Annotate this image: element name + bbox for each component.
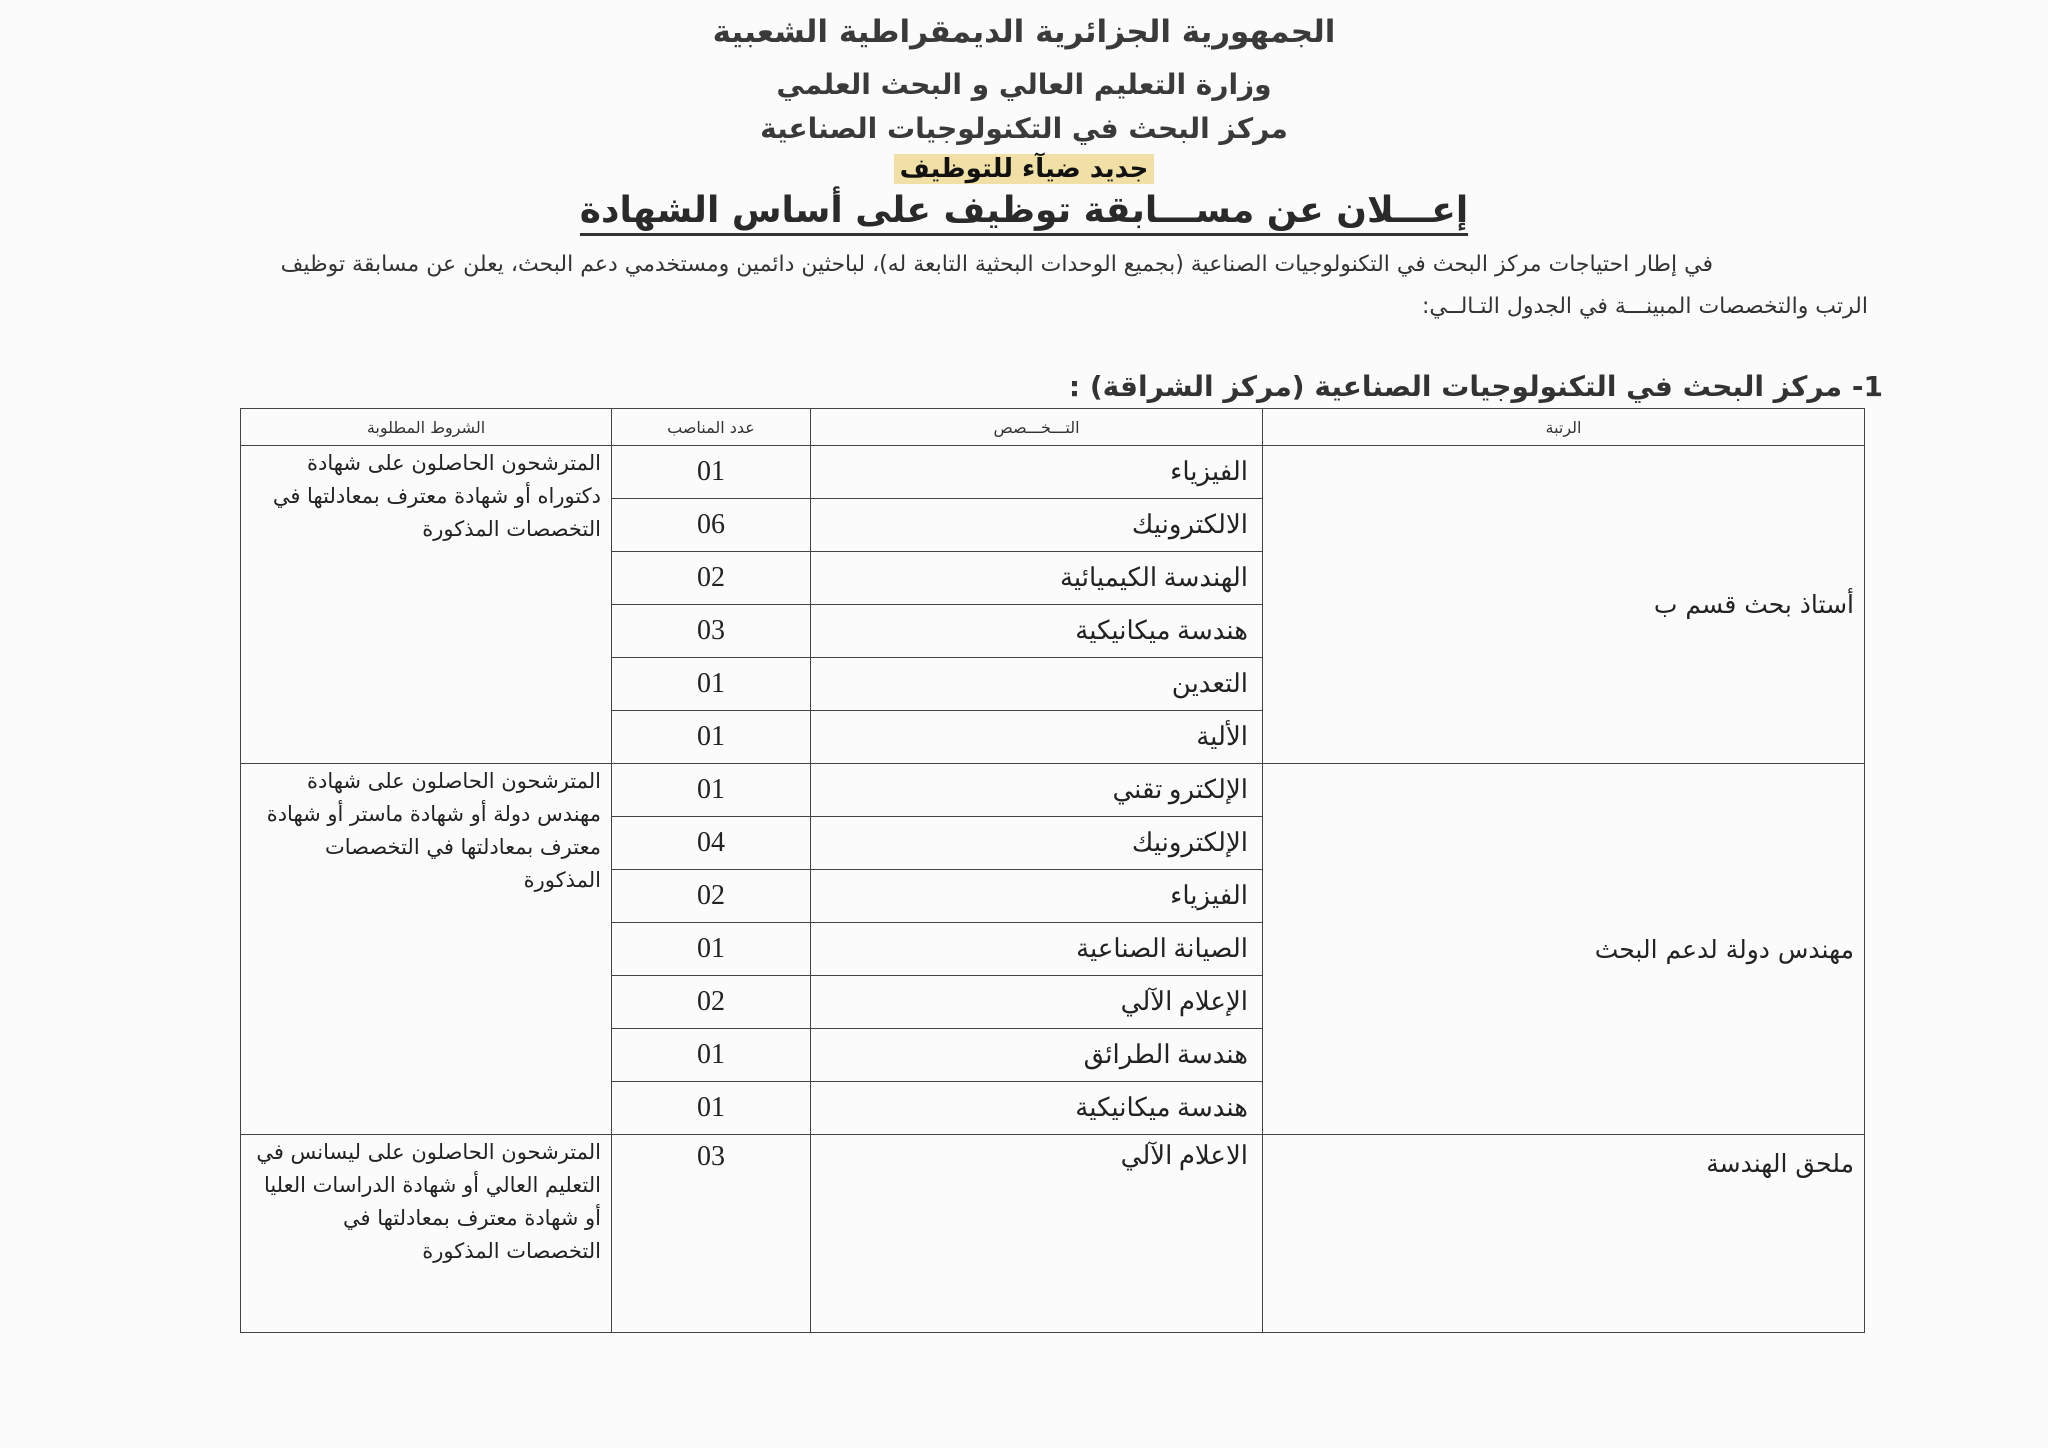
announcement-title bbox=[0, 190, 2048, 231]
rank-cell: ملحق الهندسة bbox=[1263, 1135, 1865, 1333]
section-title: 1- مركز البحث في التكنولوجيات الصناعية (مركز الشراقة) : bbox=[1068, 370, 1883, 403]
positions-cell: 06 bbox=[612, 499, 811, 552]
conditions-cell: المترشحون الحاصلون على شهادة مهندس دولة أو شهادة ماستر أو شهادة معترف بمعادلتها في التخصصات المذكورة bbox=[241, 764, 612, 1135]
positions-cell: 02 bbox=[612, 552, 811, 605]
highlight-banner bbox=[0, 154, 2048, 184]
specialty-cell: هندسة ميكانيكية bbox=[811, 1082, 1263, 1135]
center-heading: مركز البحث في التكنولوجيات الصناعية bbox=[760, 112, 1288, 145]
header-specialty: التـــخـــصص bbox=[811, 409, 1263, 446]
announcement-title-text: إعـــلان عن مســـابقة توظيف على أساس الشهادة bbox=[580, 190, 1468, 236]
specialty-cell: التعدين bbox=[811, 658, 1263, 711]
positions-cell: 01 bbox=[612, 1082, 811, 1135]
rank-cell: أستاذ بحث قسم ب bbox=[1263, 446, 1865, 764]
specialty-cell: الالكترونيك bbox=[811, 499, 1263, 552]
header-rank: الرتبة bbox=[1263, 409, 1865, 446]
table-row bbox=[241, 1135, 1865, 1333]
ministry-heading: وزارة التعليم العالي و البحث العلمي bbox=[776, 68, 1272, 101]
intro-line-1: في إطار احتياجات مركز البحث في التكنولوجيات الصناعية (بجميع الوحدات البحثية التابعة له)، لباحثين دائمين ومستخدمي دعم البحث، يعلن عن مسابقة توظيف bbox=[280, 252, 1713, 277]
positions-cell: 01 bbox=[612, 446, 811, 499]
conditions-cell: المترشحون الحاصلون على شهادة دكتوراه أو شهادة معترف بمعادلتها في التخصصات المذكورة bbox=[241, 446, 612, 764]
specialty-cell: الاعلام الآلي bbox=[811, 1135, 1263, 1333]
specialty-cell: الصيانة الصناعية bbox=[811, 923, 1263, 976]
header-positions: عدد المناصب bbox=[612, 409, 811, 446]
positions-cell: 03 bbox=[612, 1135, 811, 1333]
positions-cell: 04 bbox=[612, 817, 811, 870]
positions-cell: 01 bbox=[612, 711, 811, 764]
positions-cell: 01 bbox=[612, 923, 811, 976]
positions-cell: 01 bbox=[612, 764, 811, 817]
header-conditions: الشروط المطلوبة bbox=[241, 409, 612, 446]
republic-heading: الجمهورية الجزائرية الديمقراطية الشعبية bbox=[712, 14, 1336, 50]
table-row bbox=[241, 764, 1865, 817]
positions-cell: 01 bbox=[612, 658, 811, 711]
specialty-cell: الفيزياء bbox=[811, 446, 1263, 499]
specialty-cell: الإعلام الآلي bbox=[811, 976, 1263, 1029]
specialty-cell: الإلكترو تقني bbox=[811, 764, 1263, 817]
table-row bbox=[241, 446, 1865, 499]
positions-cell: 01 bbox=[612, 1029, 811, 1082]
conditions-cell: المترشحون الحاصلون على ليسانس في التعليم العالي أو شهادة الدراسات العليا أو شهادة معترف بمعادلتها في التخصصات المذكورة bbox=[241, 1135, 612, 1333]
specialty-cell: هندسة ميكانيكية bbox=[811, 605, 1263, 658]
positions-cell: 02 bbox=[612, 870, 811, 923]
highlight-text: جديد ضيآء للتوظيف bbox=[894, 154, 1155, 184]
positions-table bbox=[240, 408, 1865, 1333]
intro-line-2: الرتب والتخصصات المبينـــة في الجدول التـالــي: bbox=[1421, 294, 1868, 319]
specialty-cell: الهندسة الكيميائية bbox=[811, 552, 1263, 605]
specialty-cell: هندسة الطرائق bbox=[811, 1029, 1263, 1082]
positions-cell: 03 bbox=[612, 605, 811, 658]
specialty-cell: الإلكترونيك bbox=[811, 817, 1263, 870]
positions-cell: 02 bbox=[612, 976, 811, 1029]
rank-cell: مهندس دولة لدعم البحث bbox=[1263, 764, 1865, 1135]
table-header-row bbox=[241, 409, 1865, 446]
specialty-cell: الفيزياء bbox=[811, 870, 1263, 923]
specialty-cell: الألية bbox=[811, 711, 1263, 764]
